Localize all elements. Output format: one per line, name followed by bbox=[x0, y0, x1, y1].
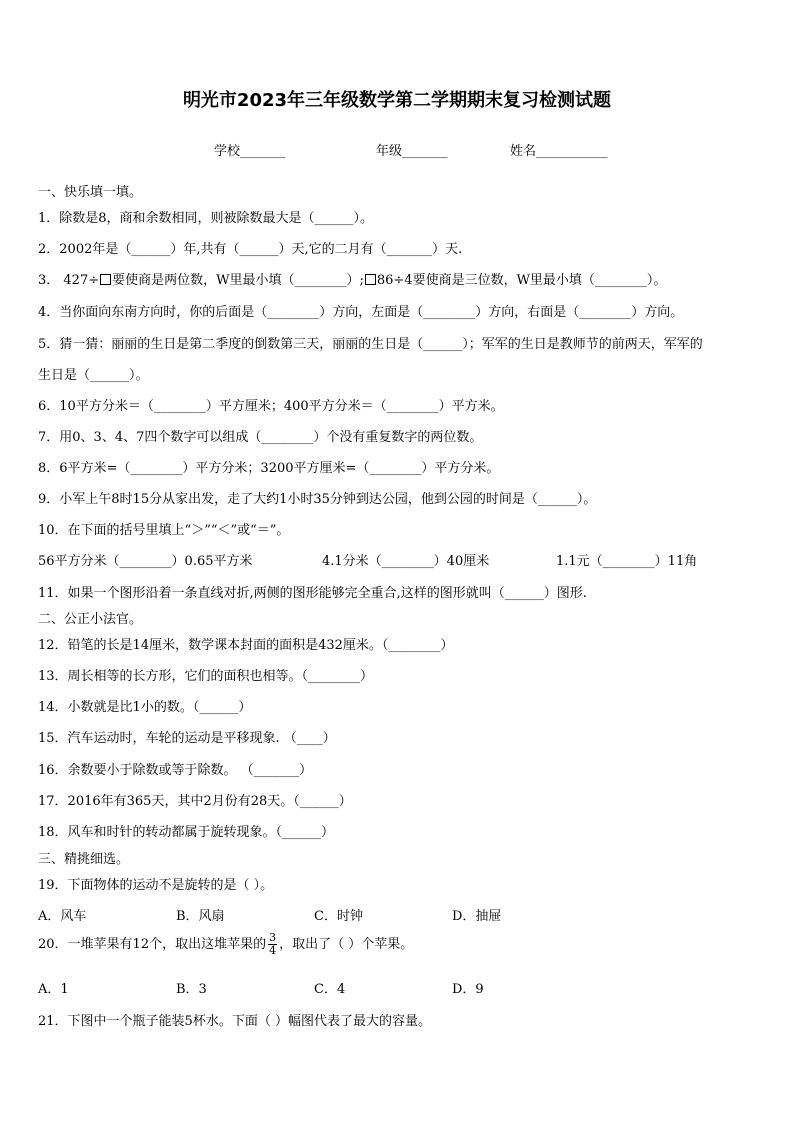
page-title: 明光市2023年三年级数学第二学期期末复习检测试题 bbox=[182, 90, 612, 111]
question-20-option-a: A．1 bbox=[38, 982, 69, 997]
question-14: 14．小数就是比1小的数。（______） bbox=[38, 700, 252, 715]
school-field: 学校_______ bbox=[214, 144, 286, 159]
question-3-part-b: 要使商是两位数，W里最小填（________）; bbox=[112, 273, 364, 288]
section-heading-3: 三、精挑细选。 bbox=[38, 852, 130, 867]
blank-box-icon bbox=[100, 274, 111, 285]
question-8: 8．6平方米=（________）平方分米；3200平方厘米=（________）平方分米。 bbox=[38, 461, 500, 476]
question-10-item-a: 56平方分米（________）0.65平方米 bbox=[38, 554, 253, 569]
question-1: 1．除数是8，商和余数相同，则被除数最大是（______）。 bbox=[38, 211, 374, 226]
question-10: 10．在下面的括号里填上“＞”“＜”或“＝”。 bbox=[38, 523, 290, 538]
question-3-part-a: 3． 427÷ bbox=[38, 273, 100, 288]
fraction-denominator: 4 bbox=[269, 944, 277, 957]
question-6: 6．10平方分米＝（________）平方厘米；400平方分米＝（________）平方米。 bbox=[38, 399, 504, 414]
blank-box-icon bbox=[365, 274, 376, 285]
question-15: 15．汽车运动时，车轮的运动是平移现象. （____） bbox=[38, 731, 336, 746]
fraction bbox=[268, 932, 277, 957]
question-19-option-b: B．风扇 bbox=[176, 909, 225, 924]
question-20-option-d: D．9 bbox=[452, 982, 484, 997]
question-5-line-1: 5．猜一猜：丽丽的生日是第二季度的倒数第三天，丽丽的生日是（______）；军军的生日是教师节的前两天，军军的 bbox=[38, 337, 703, 352]
question-20-option-b: B．3 bbox=[176, 982, 207, 997]
question-19-option-d: D．抽屉 bbox=[452, 909, 502, 924]
question-10-item-b: 4.1分米（________）40厘米 bbox=[322, 554, 490, 569]
question-9: 9．小军上午8时15分从家出发，走了大约1小时35分钟到达公园，他到公园的时间是（______）。 bbox=[38, 492, 597, 507]
question-17: 17．2016年有365天，其中2月份有28天。（______） bbox=[38, 794, 352, 809]
question-10-item-c: 1.1元（________）11角 bbox=[556, 554, 698, 569]
question-20-option-c: C．4 bbox=[314, 982, 346, 997]
question-12: 12．铅笔的长是14厘米，数学课本封面的面积是432厘米。（________） bbox=[38, 638, 454, 653]
question-20-part-a: 20．一堆苹果有12个，取出这堆苹果的 bbox=[38, 937, 267, 952]
question-11: 11．如果一个图形沿着一条直线对折,两侧的图形能够完全重合,这样的图形就叫（______）图形. bbox=[38, 586, 587, 601]
question-4: 4．当你面向东南方向时，你的后面是（________）方向，左面是（________）方向，右面是（________）方向。 bbox=[38, 305, 684, 320]
fraction-numerator: 3 bbox=[269, 931, 277, 944]
question-20 bbox=[38, 932, 413, 957]
question-19-option-a: A．风车 bbox=[38, 909, 87, 924]
question-19-option-c: C．时钟 bbox=[314, 909, 363, 924]
question-18: 18．风车和时针的转动都属于旋转现象。（______） bbox=[38, 825, 335, 840]
question-2: 2．2002年是（______）年,共有（______）天,它的二月有（_______）天. bbox=[38, 242, 463, 257]
section-heading-1: 一、快乐填一填。 bbox=[38, 185, 143, 200]
question-3 bbox=[38, 269, 666, 288]
grade-field: 年级_______ bbox=[376, 144, 448, 159]
question-7: 7．用0、3、4、7四个数字可以组成（________）个没有重复数字的两位数。 bbox=[38, 430, 483, 445]
question-13: 13．周长相等的长方形，它们的面积也相等。（________） bbox=[38, 669, 374, 684]
section-heading-2: 二、公正小法官。 bbox=[38, 612, 143, 627]
question-20-part-b: ，取出了（ ）个苹果。 bbox=[279, 937, 414, 952]
question-3-part-c: 86÷4要使商是三位数，W里最小填（________）。 bbox=[376, 273, 667, 288]
question-5-line-2: 生日是（______）。 bbox=[38, 368, 149, 383]
question-21: 21．下图中一个瓶子能装5杯水。下面（ ）幅图代表了最大的容量。 bbox=[38, 1014, 431, 1029]
question-19: 19．下面物体的运动不是旋转的是（ ）。 bbox=[38, 878, 274, 893]
question-16: 16．余数要小于除数或等于除数。 （_______） bbox=[38, 763, 313, 778]
name-field: 姓名___________ bbox=[510, 144, 608, 159]
